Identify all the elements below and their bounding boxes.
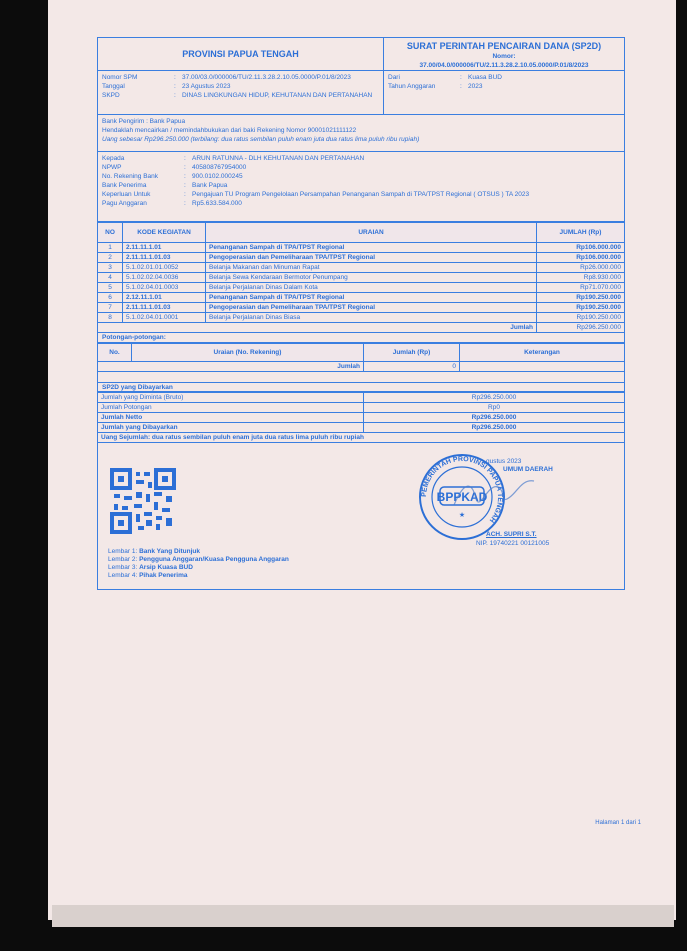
row-kode: 2.11.11.1.01.03 bbox=[123, 253, 206, 263]
row-jumlah: Rp26.000.000 bbox=[537, 263, 625, 273]
sign-date: gustus 2023 bbox=[486, 458, 522, 465]
row-no: 6 bbox=[98, 293, 123, 303]
row-kode: 2.11.11.1.01 bbox=[123, 243, 206, 253]
potongan-col-no: No. bbox=[98, 344, 132, 362]
page-edge bbox=[52, 905, 674, 927]
row-uraian: Belanja Makanan dan Minuman Rapat bbox=[206, 263, 537, 273]
lembar-text: Pihak Penerima bbox=[139, 572, 188, 579]
kegiatan-rows bbox=[98, 243, 625, 323]
stamp-ring-text: PEMERINTAH PROVINSI PAPUA TENGAH bbox=[420, 455, 504, 524]
nomor-label: Nomor: bbox=[492, 53, 516, 60]
meta-left: Nomor SPM : 37.00/03.0/000006/TU/2.11.3.28.2.10.05.0000/P.01/8/2023 Tanggal : 23 Agustus 2023 SKPD : DINAS LINGKUNGAN HIDUP, KEHUTANAN DAN PERTANAHAN bbox=[98, 71, 384, 114]
table-row bbox=[98, 283, 625, 293]
dibayarkan-value: Rp296.250.000 bbox=[364, 413, 625, 423]
row-uraian: Pengoperasian dan Pemeliharaan TPA/TPST Regional bbox=[206, 303, 537, 313]
meta-value: Kuasa BUD bbox=[468, 74, 502, 81]
meta-value: DINAS LINGKUNGAN HIDUP, KEHUTANAN DAN PERTANAHAN bbox=[182, 92, 373, 99]
dibayarkan-value: Rp0 bbox=[364, 403, 625, 413]
recipient-label: No. Rekening Bank bbox=[102, 173, 159, 180]
dibayarkan-value: Rp296.250.000 bbox=[364, 393, 625, 403]
sign-role: UMUM DAERAH bbox=[503, 466, 553, 473]
recipient-value: 405808767954000 bbox=[192, 164, 247, 171]
col-kode: KODE KEGIATAN bbox=[123, 223, 206, 243]
dibayarkan-label: Jumlah yang Diminta (Bruto) bbox=[98, 393, 364, 403]
terbilang: Uang Sejumlah: dua ratus sembilan puluh enam juta dua ratus lima puluh ribu rupiah bbox=[98, 433, 625, 443]
row-uraian: Penanganan Sampah di TPA/TPST Regional bbox=[206, 243, 537, 253]
dibayarkan-label: Jumlah Potongan bbox=[98, 403, 364, 413]
recipient-label: Pagu Anggaran bbox=[102, 200, 147, 207]
recipient-value: Pengajuan TU Program Pengelolaan Persampahan Penanganan Sampah di TPA/TPST Regional ( OTSUS ) TA 2023 bbox=[192, 191, 530, 198]
recipient-label: Kepada bbox=[102, 155, 125, 162]
sp2d-document bbox=[97, 37, 625, 590]
dibayarkan-value: Rp296.250.000 bbox=[364, 423, 625, 433]
total-label: Jumlah bbox=[98, 323, 537, 333]
dibayarkan-title: SP2D yang Dibayarkan bbox=[97, 382, 625, 392]
spacer bbox=[97, 372, 625, 382]
dibayarkan-row bbox=[98, 393, 625, 403]
lembar-text: Bank Yang Ditunjuk bbox=[139, 548, 201, 555]
recipient-value: Rp5.633.584.000 bbox=[192, 200, 242, 207]
dibayarkan-row bbox=[98, 413, 625, 423]
province-name: PROVINSI PAPUA TENGAH bbox=[182, 48, 299, 59]
col-no: NO bbox=[98, 223, 123, 243]
dibayarkan-table bbox=[97, 392, 625, 443]
row-no: 1 bbox=[98, 243, 123, 253]
table-row bbox=[98, 303, 625, 313]
bank-section bbox=[97, 115, 625, 152]
row-jumlah: Rp190.250.000 bbox=[537, 303, 625, 313]
col-jumlah: JUMLAH (Rp) bbox=[537, 223, 625, 243]
recipient-label: Bank Penerima bbox=[102, 182, 147, 189]
dibayarkan-label: Jumlah Netto bbox=[98, 413, 364, 423]
total-value: Rp296.250.000 bbox=[537, 323, 625, 333]
meta-label: Nomor SPM bbox=[102, 74, 138, 81]
table-row bbox=[98, 273, 625, 283]
meta-label: Tanggal bbox=[102, 83, 125, 90]
signature-section bbox=[97, 443, 625, 590]
row-kode: 2.11.11.1.01.03 bbox=[123, 303, 206, 313]
row-kode: 5.1.02.04.01.0001 bbox=[123, 313, 206, 323]
potongan-col-keterangan: Keterangan bbox=[460, 344, 625, 362]
document-title: SURAT PERINTAH PENCAIRAN DANA (SP2D) bbox=[406, 41, 602, 51]
dibayarkan-label: Jumlah yang Dibayarkan bbox=[98, 423, 364, 433]
bank-instruction: Hendaklah mencairkan / memindahbukukan dari baki Rekening Nomor 90001021111122 bbox=[102, 127, 357, 134]
recipient-value: ARUN RATUNNA - DLH KEHUTANAN DAN PERTANAHAN bbox=[192, 155, 365, 162]
signer-name: ACH. SUPRI S.T. bbox=[486, 531, 537, 538]
lembar-text: Pengguna Anggaran/Kuasa Pengguna Anggaran bbox=[139, 556, 289, 563]
lembar-prefix: Lembar 4: bbox=[108, 572, 138, 579]
lembar-list bbox=[108, 548, 289, 580]
row-no: 3 bbox=[98, 263, 123, 273]
signature-scribble-icon bbox=[450, 475, 538, 513]
title-cell bbox=[384, 38, 624, 70]
row-uraian: Belanja Perjalanan Dinas Biasa bbox=[206, 313, 537, 323]
dibayarkan-row bbox=[98, 423, 625, 433]
row-kode: 2.12.11.1.01 bbox=[123, 293, 206, 303]
potongan-table bbox=[97, 343, 625, 372]
table-row bbox=[98, 243, 625, 253]
lembar-prefix: Lembar 2: bbox=[108, 556, 138, 563]
row-kode: 5.1.02.02.04.0036 bbox=[123, 273, 206, 283]
meta-value: 23 Agustus 2023 bbox=[182, 83, 231, 90]
dibayarkan-row bbox=[98, 403, 625, 413]
meta-label: Tahun Anggaran bbox=[388, 83, 436, 90]
kegiatan-table bbox=[97, 222, 625, 333]
row-no: 8 bbox=[98, 313, 123, 323]
row-jumlah: Rp106.000.000 bbox=[537, 253, 625, 263]
meta-label: SKPD bbox=[102, 92, 120, 99]
row-no: 5 bbox=[98, 283, 123, 293]
row-jumlah: Rp190.250.000 bbox=[537, 293, 625, 303]
lembar-prefix: Lembar 3: bbox=[108, 564, 138, 571]
recipient-label: NPWP bbox=[102, 164, 122, 171]
potongan-total-value: 0 bbox=[364, 362, 460, 372]
recipient-value: 900.0102.000245 bbox=[192, 173, 243, 180]
meta-section bbox=[97, 71, 625, 115]
potongan-title: Potongan-potongan: bbox=[97, 333, 625, 343]
row-kode: 5.1.02.04.01.0003 bbox=[123, 283, 206, 293]
recipient-value: Bank Papua bbox=[192, 182, 228, 189]
lembar-prefix: Lembar 1: bbox=[108, 548, 138, 555]
meta-right: Dari : Kuasa BUD Tahun Anggaran : 2023 bbox=[388, 74, 502, 90]
potongan-total-label: Jumlah bbox=[98, 362, 364, 372]
row-jumlah: Rp71.070.000 bbox=[537, 283, 625, 293]
svg-text:★: ★ bbox=[458, 512, 466, 519]
potongan-col-jumlah: Jumlah (Rp) bbox=[364, 344, 460, 362]
row-uraian: Belanja Perjalanan Dinas Dalam Kota bbox=[206, 283, 537, 293]
row-jumlah: Rp190.250.000 bbox=[537, 313, 625, 323]
qr-code-icon bbox=[110, 468, 176, 534]
signer-nip: NIP. 19740221 00121005 bbox=[476, 540, 550, 547]
meta-value: 37.00/03.0/000006/TU/2.11.3.28.2.10.05.0000/P.01/8/2023 bbox=[182, 74, 351, 81]
table-row bbox=[98, 263, 625, 273]
row-jumlah: Rp8.930.000 bbox=[537, 273, 625, 283]
meta-label: Dari bbox=[388, 74, 400, 81]
page-number: Halaman 1 dari 1 bbox=[595, 820, 641, 826]
bank-sender: Bank Pengirim : Bank Papua bbox=[102, 118, 186, 125]
potongan-col-uraian: Uraian (No. Rekening) bbox=[132, 344, 364, 362]
table-row bbox=[98, 253, 625, 263]
row-jumlah: Rp106.000.000 bbox=[537, 243, 625, 253]
row-kode: 5.1.02.01.01.0052 bbox=[123, 263, 206, 273]
table-row bbox=[98, 313, 625, 323]
row-no: 4 bbox=[98, 273, 123, 283]
bank-amount-text: Uang sebesar Rp296.250.000 (terbilang: dua ratus sembilan puluh enam juta dua ratus lima puluh ribu rupiah) bbox=[102, 136, 420, 143]
row-no: 2 bbox=[98, 253, 123, 263]
nomor-value: 37.00/04.0/000006/TU/2.11.3.28.2.10.05.0000/P.01/8/2023 bbox=[419, 62, 589, 69]
doc-header bbox=[97, 37, 625, 71]
lembar-text: Arsip Kuasa BUD bbox=[139, 564, 193, 571]
recipient-label: Keperluan Untuk bbox=[102, 191, 151, 198]
table-row bbox=[98, 293, 625, 303]
meta-value: 2023 bbox=[468, 83, 483, 90]
col-uraian: URAIAN bbox=[206, 223, 537, 243]
row-uraian: Pengoperasian dan Pemeliharaan TPA/TPST Regional bbox=[206, 253, 537, 263]
row-uraian: Belanja Sewa Kendaraan Bermotor Penumpang bbox=[206, 273, 537, 283]
province-cell bbox=[98, 38, 384, 70]
recipient-section: Kepada : ARUN RATUNNA - DLH KEHUTANAN DAN PERTANAHAN NPWP : 405808767954000 No. Rekening Bank : 900.0102.000245 Bank Penerima : Bank Papua Keperluan Untuk : Pengajuan TU Program Pengelolaan Persampahan Penanganan Sampah di TPA/TPST Regional ( OTSUS ) TA 2023 Pagu Anggaran : Rp5.633.584.000 bbox=[97, 152, 625, 222]
potongan-empty bbox=[460, 362, 625, 372]
row-uraian: Penanganan Sampah di TPA/TPST Regional bbox=[206, 293, 537, 303]
row-no: 7 bbox=[98, 303, 123, 313]
stamp-center-text: BPPKAD bbox=[436, 490, 488, 504]
